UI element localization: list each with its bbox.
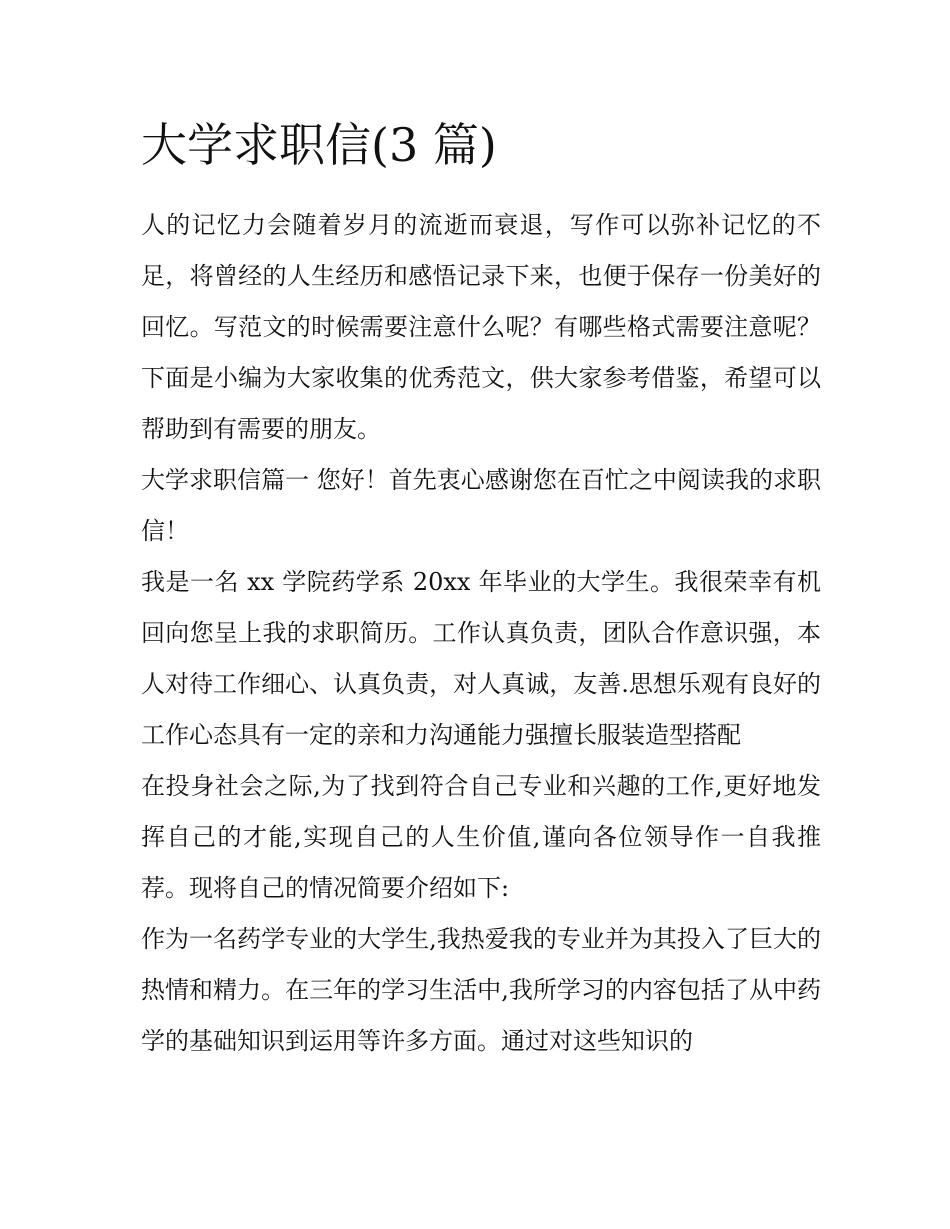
paragraph-intro: 人的记忆力会随着岁月的流逝而衰退，写作可以弥补记忆的不足，将曾经的人生经历和感悟记录下来，也便于保存一份美好的回忆。写范文的时候需要注意什么呢？有哪些格式需要注意呢？下面是小编为大家收集的优秀范文，供大家参考借鉴，希望可以帮助到有需要的朋友。: [141, 211, 821, 443]
paragraph-recommendation: 在投身社会之际,为了找到符合自己专业和兴趣的工作,更好地发挥自己的才能,实现自己的人生价值,谨向各位领导作一自我推荐。现将自己的情况简要介绍如下:: [141, 772, 821, 902]
document-body: [141, 112, 821, 1067]
paragraph-greeting: 大学求职信篇一 您好！首先衷心感谢您在百忙之中阅读我的求职信！: [141, 466, 821, 545]
paragraph-self-intro: 我是一名 xx 学院药学系 20xx 年毕业的大学生。我很荣幸有机回向您呈上我的求职简历。工作认真负责，团队合作意识强，本人对待工作细心、认真负责，对人真诚，友善.思想乐观有良好的工作心态具有一定的亲和力沟通能力强擅长服装造型搭配: [141, 568, 821, 749]
paragraph-major: 作为一名药学专业的大学生,我热爱我的专业并为其投入了巨大的热情和精力。在三年的学习生活中,我所学习的内容包括了从中药学的基础知识到运用等许多方面。通过对这些知识的: [141, 925, 821, 1055]
document-title: 大学求职信(3 篇): [141, 118, 497, 172]
